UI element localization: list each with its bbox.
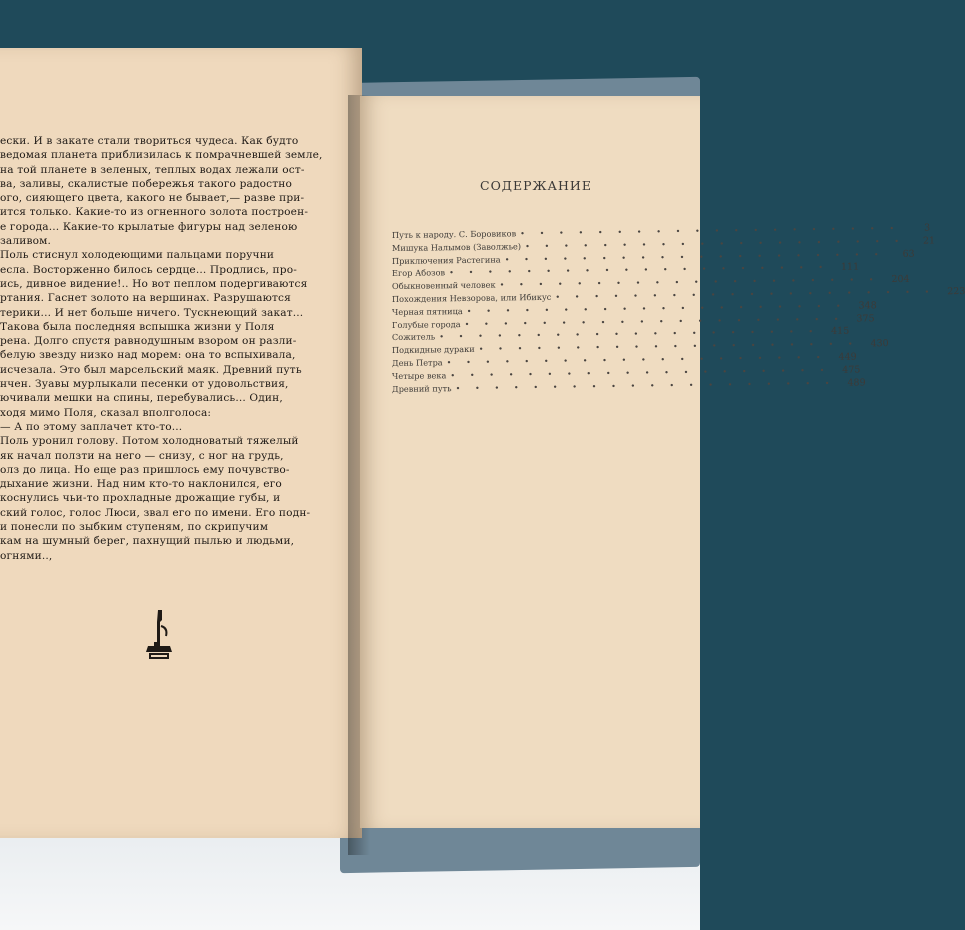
- toc-leader-dots: • • • • • • • • • • • • • • • • • • • •: [455, 377, 836, 393]
- toc-page-number: 204: [891, 273, 910, 286]
- body-text: [0, 134, 352, 563]
- text-line: Поль стиснул холодеющими пальцами поручни: [0, 249, 275, 262]
- toc-entry-title: Приключения Растегина: [391, 254, 501, 266]
- text-line: коснулись чьи-то прохладные дрожащие губы, и: [0, 492, 281, 505]
- toc-leader-dots: • • • • • • • • • • • • • • • • • • • •: [504, 248, 885, 265]
- text-line: е города... Какие-то крылатые фигуры над зеленою: [0, 220, 298, 233]
- text-line: есла. Восторженно билось сердце... Продлись, про-: [0, 263, 297, 276]
- toc-leader-dots: • • • • • • • • • • • • • • • • • • • •: [439, 326, 820, 342]
- toc-leader-dots: • • • • • • • • • • • • • • • • • • • •: [555, 286, 936, 302]
- text-line: нчен. Зуавы мурлыкали песенки от удовольствия,: [0, 378, 289, 391]
- text-line: ва, заливы, скалистые побережья такого радостно: [0, 177, 293, 190]
- text-line: ский голос, голос Люси, звал его по имени. Его подн-: [0, 506, 311, 519]
- small-figure-ornament-icon: [140, 606, 180, 666]
- text-line: огнями..,: [0, 549, 53, 562]
- text-line: ючивали мешки на спины, перебувались... Один,: [0, 392, 283, 405]
- toc-entry-title: Четыре века: [391, 370, 447, 381]
- text-line: олз до лица. Но еще раз пришлось ему почувство-: [0, 463, 290, 476]
- contents-title: СОДЕРЖАНИЕ: [480, 178, 592, 193]
- text-line: як начал ползти на него — снизу, с ног на грудь,: [0, 449, 284, 462]
- toc-entry-title: Мишука Налымов (Заволжье): [391, 241, 522, 253]
- text-line: белую звезду низко над морем: она то вспыхивала,: [0, 349, 296, 362]
- toc-entry-title: Путь к народу. С. Боровиков: [391, 228, 517, 241]
- toc-page-number: 375: [856, 312, 875, 325]
- toc-entry-title: Обыкновенный человек: [391, 279, 496, 292]
- toc-entry-title: День Петра: [391, 357, 443, 368]
- toc-page-number: 430: [870, 338, 889, 350]
- text-line: ведомая планета приблизилась к помрачневшей земле,: [0, 149, 323, 162]
- toc-entry-title: Древний путь: [391, 382, 452, 394]
- toc-leader-dots: • • • • • • • • • • • • • • • • • • • •: [449, 262, 830, 278]
- right-page: [360, 96, 965, 828]
- text-line: ись, дивное видение!.. Но вот пеплом подергиваются: [0, 277, 308, 290]
- left-page: [0, 48, 362, 838]
- toc-entry-title: Сожитель: [391, 331, 436, 343]
- toc-leader-dots: • • • • • • • • • • • • • • • • • • • •: [466, 300, 847, 316]
- toc-page-number: 449: [838, 351, 857, 363]
- text-line: — А по этому заплачет кто-то...: [0, 420, 183, 433]
- text-line: ески. И в закате стали твориться чудеса. Как будто: [0, 135, 299, 147]
- text-line: заливом.: [0, 235, 52, 248]
- text-line: дыхание жизни. Над ним кто-то наклонился, его: [0, 478, 282, 491]
- text-line: ится только. Какие-то из огненного золота построен-: [0, 206, 309, 219]
- toc-page-number: 475: [842, 364, 861, 376]
- text-line: ходя мимо Поля, сказал вполголоса:: [0, 406, 212, 419]
- toc-entry-title: Егор Абозов: [391, 267, 446, 279]
- toc-leader-dots: • • • • • • • • • • • • • • • • • • • •: [478, 338, 859, 354]
- toc-leader-dots: • • • • • • • • • • • • • • • • • • • •: [499, 274, 880, 290]
- table-of-contents: [391, 222, 965, 394]
- text-line: рена. Долго спустя равнодушным взором он разли-: [0, 335, 297, 348]
- toc-leader-dots: • • • • • • • • • • • • • • • • • • • •: [464, 313, 845, 329]
- toc-leader-dots: • • • • • • • • • • • • • • • • • • • •: [520, 222, 901, 239]
- toc-page-number: 111: [840, 261, 860, 274]
- toc-leader-dots: • • • • • • • • • • • • • • • • • • • •: [524, 235, 906, 251]
- text-line: на той планете в зеленых, теплых водах лежали ост-: [0, 163, 305, 176]
- toc-page-number: 415: [831, 326, 850, 338]
- toc-page-number: 21: [922, 235, 936, 247]
- toc-entry-title: Голубые города: [391, 318, 461, 330]
- text-line: кам на шумный берег, пахнущий пылью и людьми,: [0, 535, 295, 548]
- toc-entry-title: Черная пятница: [391, 305, 463, 317]
- text-line: Поль уронил голову. Потом холодноватый тяжелый: [0, 435, 299, 448]
- text-line: Такова была последняя вспышка жизни у Поля: [0, 320, 275, 333]
- toc-page-number: 489: [847, 376, 866, 389]
- toc-page-number: 348: [858, 300, 877, 312]
- toc-page-number: 223: [947, 285, 965, 298]
- toc-page-number: 3: [924, 222, 931, 234]
- text-line: и понесли по зыбким ступеням, по скрипучим: [0, 521, 269, 534]
- text-line: ртания. Гаснет золото на вершинах. Разрушаются: [0, 292, 291, 305]
- toc-leader-dots: • • • • • • • • • • • • • • • • • • • •: [446, 351, 827, 368]
- text-line: ого, сияющего цвета, какого не бывает,— разве при-: [0, 192, 305, 205]
- toc-entry-title: Подкидные дураки: [391, 344, 475, 356]
- toc-leader-dots: • • • • • • • • • • • • • • • • • • • •: [450, 364, 831, 380]
- text-line: исчезала. Это был марсельский маяк. Древний путь: [0, 363, 302, 376]
- toc-entry-title: Похождения Невзорова, или Ибикус: [391, 291, 552, 304]
- toc-page-number: 63: [902, 248, 915, 260]
- text-line: терики... И нет больше ничего. Тускнеющий закат...: [0, 306, 304, 319]
